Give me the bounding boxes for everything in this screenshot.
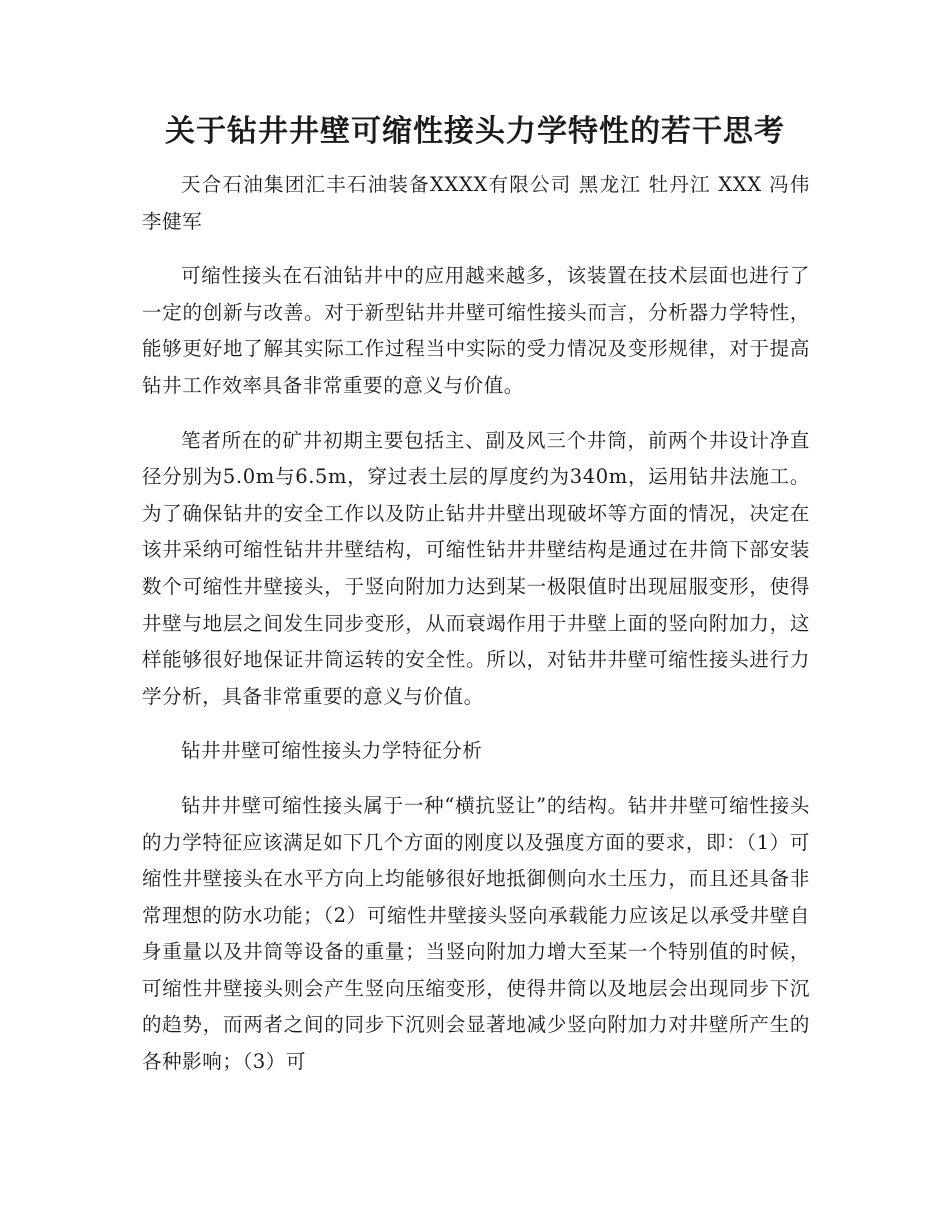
document-title: 关于钻井井壁可缩性接头力学特性的若干思考	[165, 114, 785, 149]
document-body	[142, 167, 810, 1081]
paragraph-intro: 可缩性接头在石油钻井中的应用越来越多，该装置在技术层面也进行了一定的创新与改善。对于新型钻井井壁可缩性接头而言，分析器力学特性，能够更好地了解其实际工作过程当中实际的受力情况及变形规律，对于提高钻井工作效率具备非常重要的意义与价值。	[142, 264, 810, 397]
paragraph-background: 笔者所在的矿井初期主要包括主、副及风三个井筒，前两个井设计净直径分别为5.0m与6.5m，穿过表土层的厚度约为340m，运用钻井法施工。为了确保钻井的安全工作以及防止钻井井壁出现破坏等方面的情况，决定在该井采纳可缩性钻井井壁结构，可缩性钻井井壁结构是通过在井筒下部安装数个可缩性井壁接头，于竖向附加力达到某一极限值时出现屈服变形，使得井壁与地层之间发生同步变形，从而衰竭作用于井壁上面的竖向附加力，这样能够很好地保证井筒运转的安全性。所以，对钻井井壁可缩性接头进行力学分析，具备非常重要的意义与价值。	[142, 428, 810, 708]
section-heading: 钻井井壁可缩性接头力学特征分析	[181, 739, 483, 763]
paragraph-analysis: 钻井井壁可缩性接头属于一种“横抗竖让”的结构。钻井井壁可缩性接头的力学特征应该满足如下几个方面的刚度以及强度方面的要求，即：（1）可缩性井壁接头在水平方向上均能够很好地抵御侧向水土压力，而且还具备非常理想的防水功能；（2）可缩性井壁接头竖向承载能力应该足以承受井壁自身重量以及井筒等设备的重量；当竖向附加力增大至某一个特别值的时候，可缩性井壁接头则会产生竖向压缩变形，使得井筒以及地层会出现同步下沉的趋势，而两者之间的同步下沉则会显著地减少竖向附加力对井壁所产生的各种影响；（3）可	[142, 793, 810, 1074]
author-affiliation: 天合石油集团汇丰石油装备XXXX有限公司 黑龙江 牡丹江 XXX 冯伟 李健军	[142, 173, 810, 233]
